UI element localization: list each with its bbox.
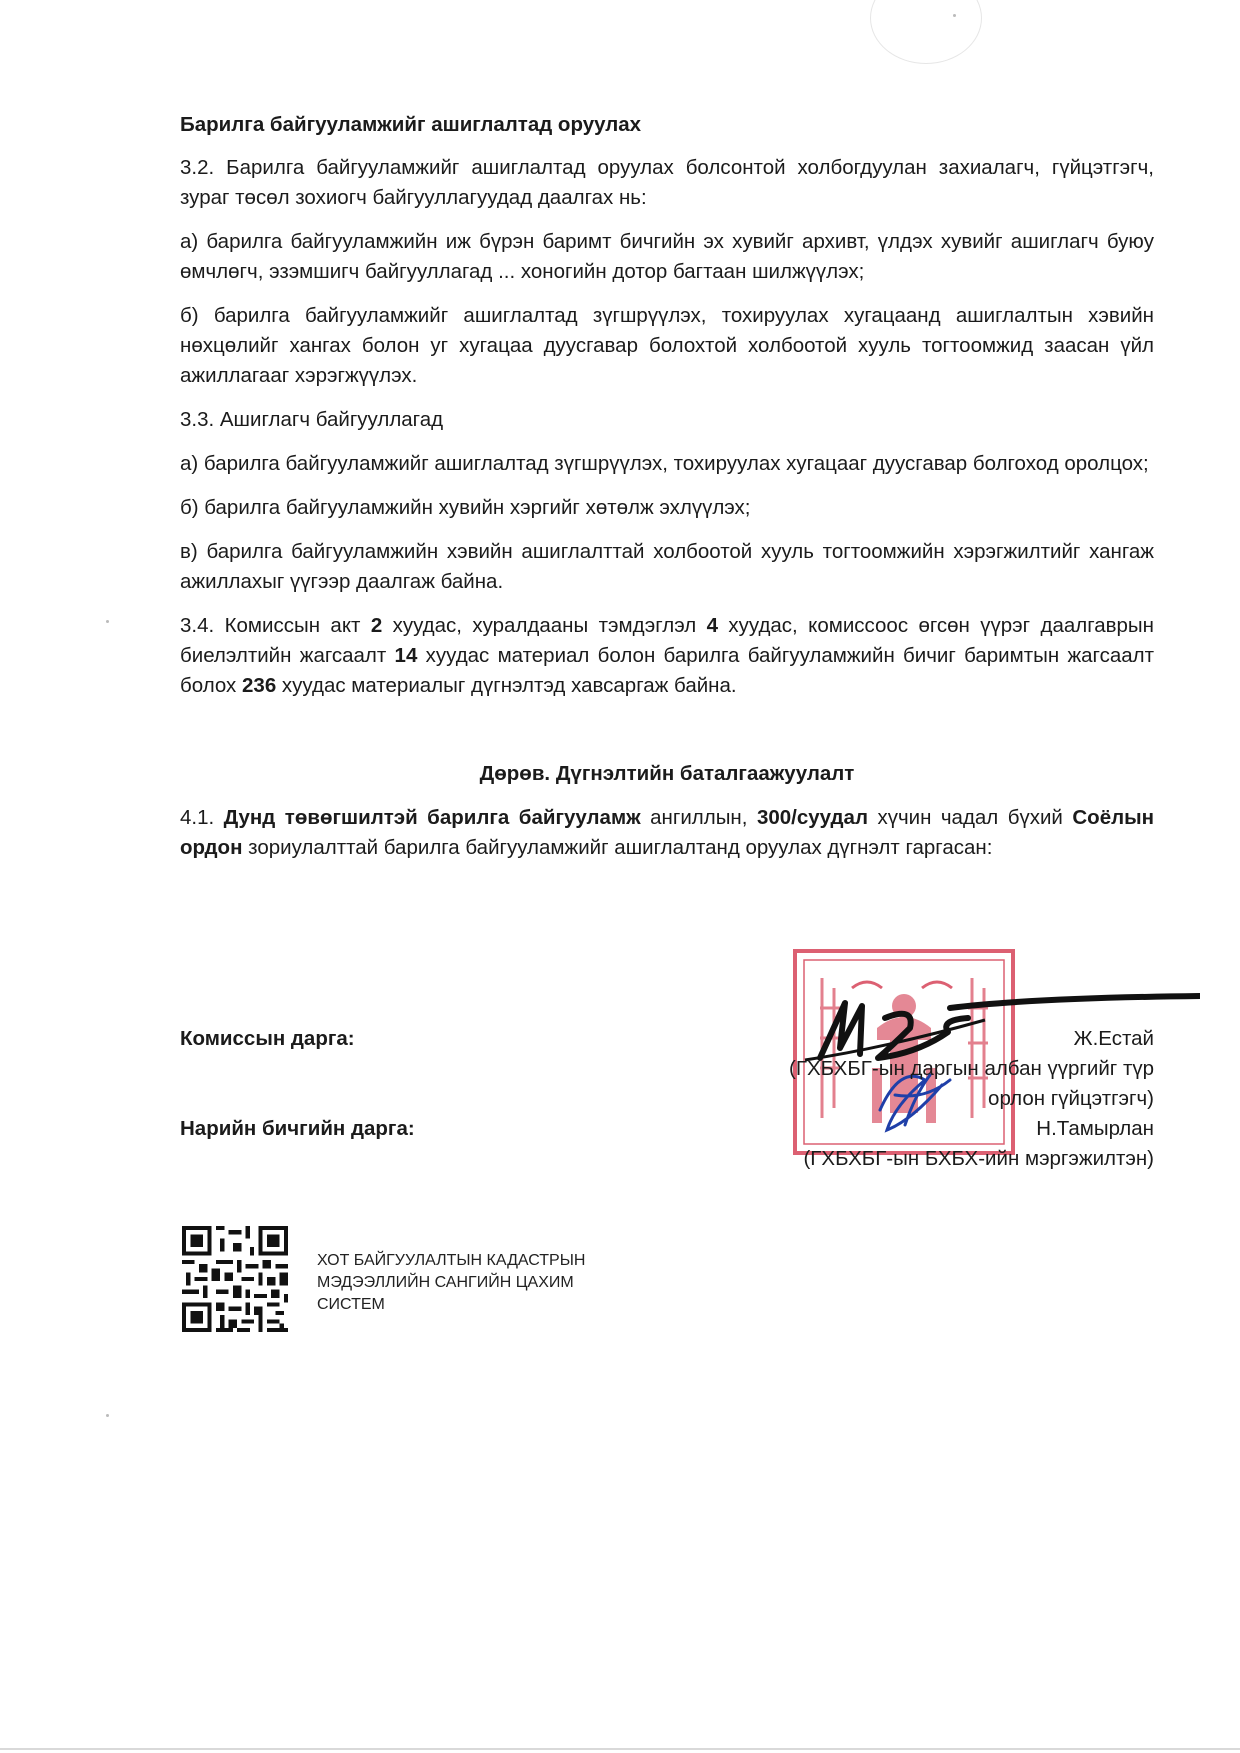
p34-count: 14	[394, 644, 418, 667]
secretary-signature-row	[180, 1114, 1154, 1174]
p34-text: хуудас материалыг дүгнэлтэд хавсаргаж байна.	[276, 674, 737, 697]
document-body	[180, 110, 1154, 877]
chair-role-cont: орлон гүйцэтгэгч)	[988, 1087, 1154, 1110]
p41-bold: 300/суудал	[756, 806, 868, 829]
chair-signature-row	[180, 1024, 1154, 1114]
paragraph-3-3-a: а) барилга байгууламжийг ашиглалтад зүгшрүүлэх, тохируулах хугацааг дуусгавар болгоход оролцох;	[180, 452, 1149, 475]
p34-text: хуудас материал болон барилга байгууламжийн бичиг баримтын жагсаалт болох	[180, 644, 1154, 697]
scan-speck	[106, 620, 109, 623]
chair-label: Комиссын дарга:	[180, 1027, 355, 1050]
system-caption-line: МЭДЭЭЛЛИЙН САНГИЙН ЦАХИМ	[317, 1274, 574, 1291]
p34-text: хуудас, комиссоос өгсөн үүрэг даалгаврын биелэлтийн жагсаалт	[180, 614, 1154, 667]
p34-count: 2	[370, 614, 383, 637]
p34-text: хуудас, хуралдааны тэмдэглэл	[382, 614, 707, 637]
paragraph-3-3: 3.3. Ашиглагч байгууллагад	[180, 408, 444, 431]
p41-text: ангиллын,	[640, 806, 757, 829]
chair-role: (ГХБХБГ-ын даргын албан үүргийг түр	[789, 1057, 1154, 1080]
p41-bold: Соёлын ордон	[180, 806, 1155, 859]
p34-count: 236	[242, 674, 277, 697]
scan-speck	[953, 14, 956, 17]
paragraph-3-2-b: б) барилга байгууламжийг ашиглалтад зүгшрүүлэх, тохируулах хугацаанд ашиглалтын хэвийн нөхцөлийг хангах болон уг хугацаа дуусгавар болохтой холбоотой хууль тогтоомжид заасан үйл ажиллагааг хэрэгжүүлэх.	[180, 304, 1154, 387]
scan-artifact	[870, 0, 982, 64]
secretary-role: (ГХБХБГ-ын БХБХ-ийн мэргэжилтэн)	[803, 1147, 1154, 1170]
system-caption-line: ХОТ БАЙГУУЛАЛТЫН КАДАСТРЫН	[317, 1252, 586, 1269]
scan-edge	[0, 1748, 1240, 1750]
system-caption	[317, 1250, 607, 1316]
section-4-title: Дөрөв. Дүгнэлтийн баталгаажуулалт	[479, 762, 855, 785]
paragraph-3-2-a: а) барилга байгууламжийн иж бүрэн баримт бичгийн эх хувийг архивт, үлдэх хувийг ашиглагч буюу өмчлөгч, эзэмшигч байгууллагад ... хоногийн дотор багтаан шилжүүлэх;	[180, 230, 1154, 283]
p41-text: 4.1.	[180, 806, 224, 829]
qr-code[interactable]	[182, 1226, 288, 1332]
paragraph-3-3-b: б) барилга байгууламжийн хувийн хэргийг хөтөлж эхлүүлэх;	[180, 496, 751, 519]
paragraph-4-1	[180, 803, 1154, 863]
paragraph-3-4	[180, 611, 1154, 701]
p34-count: 4	[706, 614, 718, 637]
secretary-label: Нарийн бичгийн дарга:	[180, 1117, 415, 1140]
p41-text: зориулалттай барилга байгууламжийг ашиглалтанд оруулах дүгнэлт гаргасан:	[242, 836, 993, 859]
paragraph-3-2: 3.2. Барилга байгууламжийг ашиглалтад оруулах болсонтой холбогдуулан захиалагч, гүйцэтгэгч, зураг төсөл зохиогч байгууллагуудад даалгах нь:	[180, 156, 1154, 209]
p41-bold: Дунд төвөгшилтэй барилга байгууламж	[223, 806, 641, 829]
section-heading: Барилга байгууламжийг ашиглалтад оруулах	[180, 113, 642, 136]
system-caption-line: СИСТЕМ	[317, 1296, 385, 1313]
scan-speck	[106, 1414, 109, 1417]
chair-name: Ж.Естай	[1073, 1027, 1154, 1050]
secretary-name: Н.Тамырлан	[1036, 1117, 1154, 1140]
p41-text: хүчин чадал бүхий	[867, 806, 1073, 829]
p34-text: 3.4. Комиссын акт	[180, 614, 371, 637]
paragraph-3-3-c: в) барилга байгууламжийн хэвийн ашиглалттай холбоотой хууль тогтоомжийн хэрэгжилтийг хангаж ажиллахыг үүгээр даалгаж байна.	[180, 540, 1154, 593]
